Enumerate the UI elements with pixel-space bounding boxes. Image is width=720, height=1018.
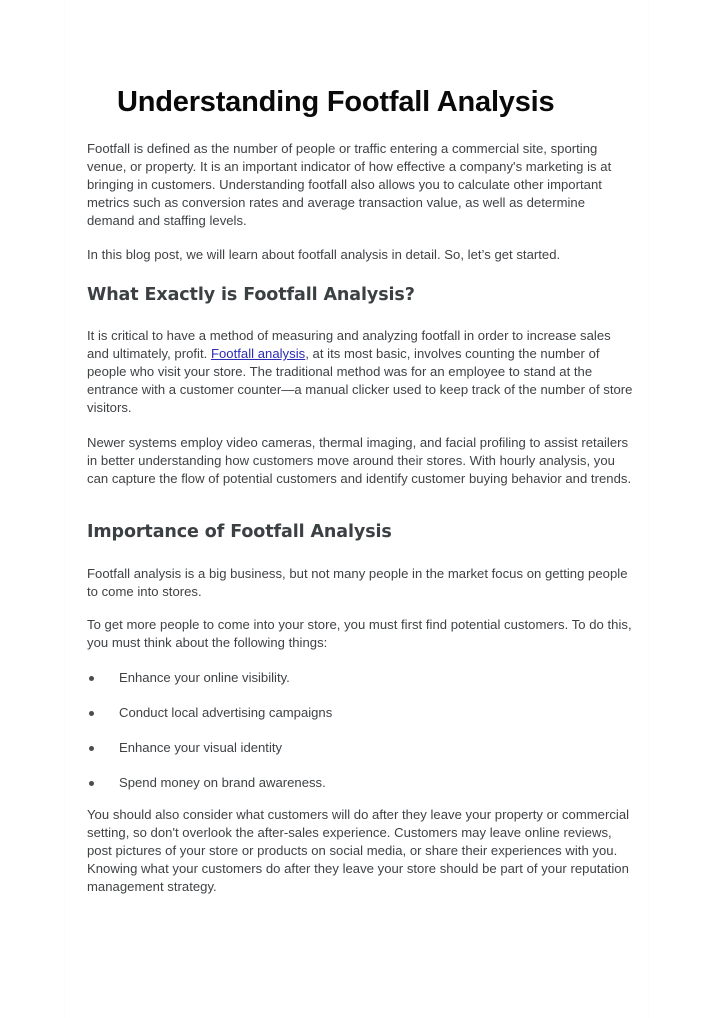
list-item-label: Spend money on brand awareness. [119,775,326,790]
list-item [87,739,633,757]
bullet-dot-icon [89,781,94,786]
list-item [87,704,633,722]
bullet-dot-icon [89,711,94,716]
paragraph-blog-intro: In this blog post, we will learn about footfall analysis in detail. So, let’s get started. [87,247,561,262]
list-item-label: Enhance your visual identity [119,740,283,755]
page-title: Understanding Footfall Analysis [117,86,555,118]
paragraph-what-is-footfall-analysis [87,327,633,417]
page-edge-left [64,0,65,1018]
list-item-label: Enhance your online visibility. [119,670,290,685]
paragraph-text-before-link: It is critical to have a method of measuring and analyzing footfall in order to increase sales and ultimately, profit. [87,328,611,361]
page-edge-right [648,0,649,1018]
paragraph-intro: Footfall is defined as the number of people or traffic entering a commercial site, sporting venue, or property. It is an important indicator of how effective a company's marketing is at bringing in customers. Understanding footfall also allows you to calculate other important metrics such as conversion rates and average transaction value, as well as determine demand and staffing levels. [87,141,612,228]
list-item [87,774,633,792]
paragraph-to-get-more-people: To get more people to come into your store, you must first find potential customers. To do this, you must think about the following things: [87,617,632,650]
bullet-dot-icon [89,746,94,751]
bullet-dot-icon [89,676,94,681]
list-item-label: Conduct local advertising campaigns [119,705,333,720]
bullet-list [87,669,633,792]
footfall-analysis-link[interactable]: Footfall analysis [210,346,306,361]
section-heading-what-is-footfall-analysis: What Exactly is Footfall Analysis? [87,285,415,305]
paragraph-after-sales-experience: You should also consider what customers will do after they leave your property or commercial setting, so don't overlook the after-sales experience. Customers may leave online reviews, post pictures of your store or products on social media, or share their experiences with you. Knowing what your customers do after they leave your store should be part of your reputation management strategy. [87,807,630,894]
paragraph-text-after-link: , at its most basic, involves counting the number of people who visit your store. The traditional method was for an employee to stand at the entrance with a customer counter—a manual clicker used to keep track of the number of store visitors. [87,346,633,415]
paragraph-newer-systems: Newer systems employ video cameras, thermal imaging, and facial profiling to assist retailers in better understanding how customers move around their stores. With hourly analysis, you can capture the flow of potential customers and identify customer buying behavior and trends. [87,435,632,486]
section-heading-importance-of-footfall-analysis: Importance of Footfall Analysis [87,522,392,542]
paragraph-big-business: Footfall analysis is a big business, but not many people in the market focus on getting people to come into stores. [87,566,628,599]
list-item [87,669,633,687]
